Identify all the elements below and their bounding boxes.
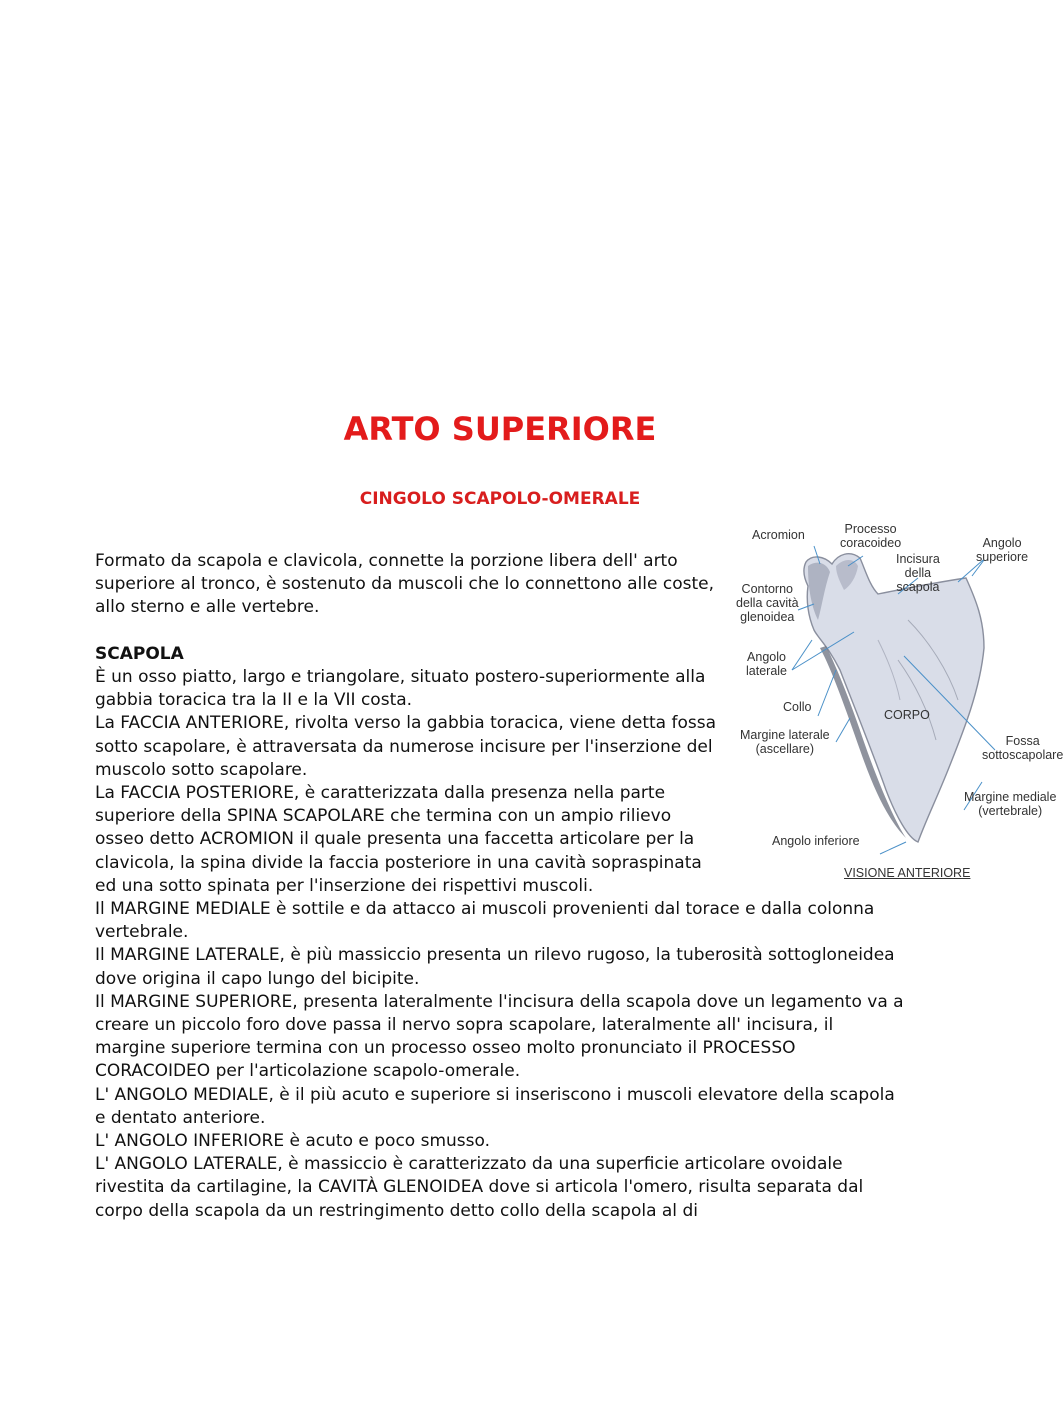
paragraph-faccia-anteriore: La FACCIA ANTERIORE, rivolta verso la gabbia toracica, viene detta fossa sotto scapolare, è attraversata da numerose incisure per l'inserzione del muscolo sotto scapolare.	[95, 713, 717, 780]
label-processo-coracoideo: Processo coracoideo	[840, 522, 902, 550]
label-incisura-scapola: Incisura della scapola	[896, 552, 940, 594]
label-margine-mediale: Margine mediale (vertebrale)	[964, 790, 1057, 818]
label-acromion: Acromion	[752, 528, 805, 542]
label-corpo: CORPO	[884, 708, 930, 722]
label-angolo-superiore: Angolo superiore	[976, 536, 1029, 564]
paragraph-margine-superiore: Il MARGINE SUPERIORE, presenta lateralmente l'incisura della scapola dove un legamento va a creare un piccolo foro dove passa il nervo sopra scapolare, lateralmente all' incisura, il margine superiore termina con un processo osseo molto pronunciato il PROCESSO CORACOIDEO per l'articolazione scapolo-omerale.	[95, 991, 904, 1082]
label-collo: Collo	[783, 700, 812, 714]
label-angolo-laterale: Angolo laterale	[746, 650, 787, 678]
scapula-drawing	[728, 520, 1000, 893]
label-angolo-inferiore: Angolo inferiore	[772, 834, 860, 848]
paragraph-angolo-inferiore: L' ANGOLO INFERIORE è acuto e poco smusso.	[95, 1131, 491, 1152]
paragraph-angolo-mediale: L' ANGOLO MEDIALE, è il più acuto e superiore si inseriscono i muscoli elevatore della scapola e dentato anteriore.	[95, 1084, 895, 1128]
section-heading: SCAPOLA	[95, 643, 184, 664]
section-subtitle: CINGOLO SCAPOLO-OMERALE	[359, 489, 641, 509]
paragraph-margine-mediale: Il MARGINE MEDIALE è sottile e da attacco ai muscoli provenienti dal torace e dalla colonna vertebrale.	[95, 899, 875, 943]
page-title: ARTO SUPERIORE	[343, 410, 657, 448]
figure-caption: VISIONE ANTERIORE	[844, 866, 971, 880]
label-margine-laterale: Margine laterale (ascellare)	[740, 728, 830, 756]
intro-paragraph: Formato da scapola e clavicola, connette la porzione libera dell' arto superiore al tronco, è sostenuto da muscoli che lo connettono alle coste, allo sterno e alle vertebre.	[95, 551, 714, 618]
body-text	[95, 522, 1063, 1223]
paragraph-definition: È un osso piatto, largo e triangolare, situato postero-superiormente alla gabbia toracica tra la II e la VII costa.	[95, 667, 706, 711]
paragraph-margine-laterale: Il MARGINE LATERALE, è più massiccio presenta un rilevo rugoso, la tuberosità sottogloneidea dove origina il capo lungo del bicipite.	[95, 945, 895, 989]
paragraph-angolo-laterale: L' ANGOLO LATERALE, è massiccio è caratterizzato da una superficie articolare ovoidale rivestita da cartilagine, la CAVITÀ GLENOIDEA dove si articola l'omero, risulta separata dal corpo della scapola da un restringimento detto collo della scapola al di	[95, 1154, 864, 1221]
scapula-figure	[728, 520, 1063, 893]
paragraph-faccia-posteriore: La FACCIA POSTERIORE, è caratterizzata dalla presenza nella parte superiore della SPINA SCAPOLARE che termina con un ampio rilievo osseo detto ACROMION il quale presenta una faccetta articolare per la clavicola, la spina divide la faccia posteriore in una cavità sopraspinata ed una sotto spinata per l'inserzione dei rispettivi muscoli.	[95, 783, 702, 896]
label-fossa-sottoscapolare: Fossa sottoscapolare	[982, 734, 1063, 762]
label-contorno-glenoidea: Contorno della cavità glenoidea	[736, 582, 799, 624]
